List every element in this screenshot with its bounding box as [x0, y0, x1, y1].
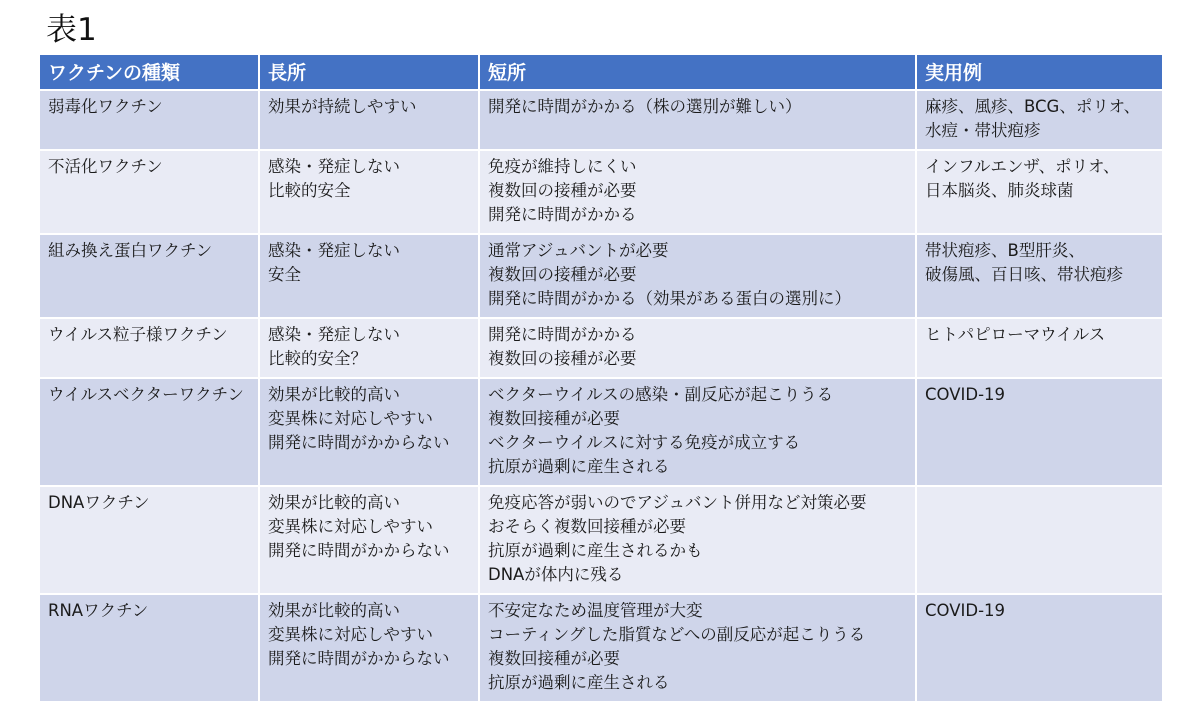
pros-cell-line: 安全 — [268, 265, 301, 284]
examples-cell-line: ヒトパピローマウイルス — [925, 325, 1106, 344]
pros-cell-line: 開発に時間がかからない — [268, 649, 450, 668]
vaccine-type-cell — [39, 150, 259, 234]
pros-cell-line: 効果が比較的高い — [268, 493, 400, 512]
table-row — [39, 90, 1163, 150]
cons-cell-line: 免疫が維持しにくい — [488, 157, 637, 176]
cons-cell — [479, 378, 916, 486]
vaccine-type-cell-text: 不活化ワクチン — [48, 157, 163, 176]
examples-cell — [916, 378, 1163, 486]
table-row — [39, 378, 1163, 486]
vaccine-type-cell — [39, 234, 259, 318]
cons-cell-line: 通常アジュバントが必要 — [488, 241, 669, 260]
examples-cell-line: COVID-19 — [925, 601, 1006, 620]
pros-cell-line: 開発に時間がかからない — [268, 541, 450, 560]
examples-cell — [916, 486, 1163, 594]
cons-cell-line: 抗原が過剰に産生される — [488, 457, 670, 476]
examples-cell — [916, 90, 1163, 150]
column-header-examples: 実用例 — [916, 54, 1163, 90]
examples-cell — [916, 234, 1163, 318]
cons-cell-line: 複数回接種が必要 — [488, 649, 620, 668]
cons-cell — [479, 234, 916, 318]
table-header-row — [39, 54, 1163, 90]
pros-cell-line: 感染・発症しない — [268, 241, 400, 260]
vaccine-type-cell-text: 組み換え蛋白ワクチン — [48, 241, 213, 260]
cons-cell — [479, 150, 916, 234]
cons-cell-line: 開発に時間がかかる（株の選別が難しい） — [488, 97, 802, 116]
vaccine-type-cell — [39, 318, 259, 378]
cons-cell-line: コーティングした脂質などへの副反応が起こりうる — [488, 625, 866, 644]
vaccine-type-cell-text: 弱毒化ワクチン — [48, 97, 163, 116]
cons-cell-line: おそらく複数回接種が必要 — [488, 517, 686, 536]
column-header-type: ワクチンの種類 — [39, 54, 259, 90]
pros-cell-line: 変異株に対応しやすい — [268, 625, 433, 644]
pros-cell — [259, 378, 479, 486]
pros-cell-line: 効果が比較的高い — [268, 385, 400, 404]
table-row — [39, 318, 1163, 378]
pros-cell-line: 感染・発症しない — [268, 157, 400, 176]
pros-cell-line: 効果が持続しやすい — [268, 97, 417, 116]
pros-cell-line: 効果が比較的高い — [268, 601, 400, 620]
cons-cell-line: 免疫応答が弱いのでアジュバント併用など対策必要 — [488, 493, 867, 512]
vaccine-type-cell — [39, 486, 259, 594]
examples-cell-line: COVID-19 — [925, 385, 1006, 404]
pros-cell — [259, 594, 479, 702]
cons-cell-line: ベクターウイルスに対する免疫が成立する — [488, 433, 801, 452]
cons-cell — [479, 318, 916, 378]
vaccine-type-cell — [39, 594, 259, 702]
examples-cell — [916, 318, 1163, 378]
table-title: 表1 — [46, 12, 97, 48]
cons-cell — [479, 486, 916, 594]
pros-cell — [259, 486, 479, 594]
examples-cell — [916, 150, 1163, 234]
vaccine-type-cell — [39, 378, 259, 486]
cons-cell — [479, 90, 916, 150]
examples-cell-line: 日本脳炎、肺炎球菌 — [925, 181, 1074, 200]
cons-cell-line: 不安定なため温度管理が大変 — [488, 601, 703, 620]
examples-cell — [916, 594, 1163, 702]
table-row — [39, 486, 1163, 594]
pros-cell-line: 開発に時間がかからない — [268, 433, 450, 452]
vaccine-type-cell-text: DNAワクチン — [48, 493, 150, 512]
cons-cell-line: 開発に時間がかかる — [488, 205, 637, 224]
pros-cell-line: 感染・発症しない — [268, 325, 400, 344]
examples-cell-line: 水痘・帯状疱疹 — [925, 121, 1041, 140]
pros-cell — [259, 150, 479, 234]
cons-cell — [479, 594, 916, 702]
cons-cell-line: 複数回の接種が必要 — [488, 181, 637, 200]
vaccine-type-cell-text: ウイルス粒子様ワクチン — [48, 325, 228, 344]
pros-cell — [259, 90, 479, 150]
table-row — [39, 150, 1163, 234]
cons-cell-line: 複数回接種が必要 — [488, 409, 620, 428]
pros-cell-line: 比較的安全 — [268, 181, 351, 200]
cons-cell-line: DNAが体内に残る — [488, 565, 624, 584]
pros-cell-line: 変異株に対応しやすい — [268, 409, 433, 428]
cons-cell-line: 抗原が過剰に産生される — [488, 673, 670, 692]
examples-cell-line: 破傷風、百日咳、帯状疱疹 — [925, 265, 1123, 284]
cons-cell-line: ベクターウイルスの感染・副反応が起こりうる — [488, 385, 834, 404]
cons-cell-line: 複数回の接種が必要 — [488, 349, 637, 368]
examples-cell-line: 帯状疱疹、B型肝炎、 — [925, 241, 1085, 260]
vaccine-type-cell — [39, 90, 259, 150]
column-header-cons: 短所 — [479, 54, 916, 90]
examples-cell-line: 麻疹、風疹、BCG、ポリオ、 — [925, 97, 1141, 116]
vaccine-type-cell-text: ウイルスベクターワクチン — [48, 385, 244, 404]
cons-cell-line: 開発に時間がかかる（効果がある蛋白の選別に） — [488, 289, 851, 308]
pros-cell — [259, 234, 479, 318]
cons-cell-line: 抗原が過剰に産生されるかも — [488, 541, 703, 560]
examples-cell-line: インフルエンザ、ポリオ、 — [925, 157, 1120, 176]
pros-cell — [259, 318, 479, 378]
vaccine-type-cell-text: RNAワクチン — [48, 601, 149, 620]
pros-cell-line: 変異株に対応しやすい — [268, 517, 433, 536]
cons-cell-line: 複数回の接種が必要 — [488, 265, 637, 284]
vaccine-comparison-table — [38, 53, 1164, 703]
cons-cell-line: 開発に時間がかかる — [488, 325, 637, 344]
pros-cell-line: 比較的安全？ — [268, 349, 367, 368]
column-header-pros: 長所 — [259, 54, 479, 90]
table-row — [39, 594, 1163, 702]
table-row — [39, 234, 1163, 318]
table-body — [39, 90, 1163, 702]
